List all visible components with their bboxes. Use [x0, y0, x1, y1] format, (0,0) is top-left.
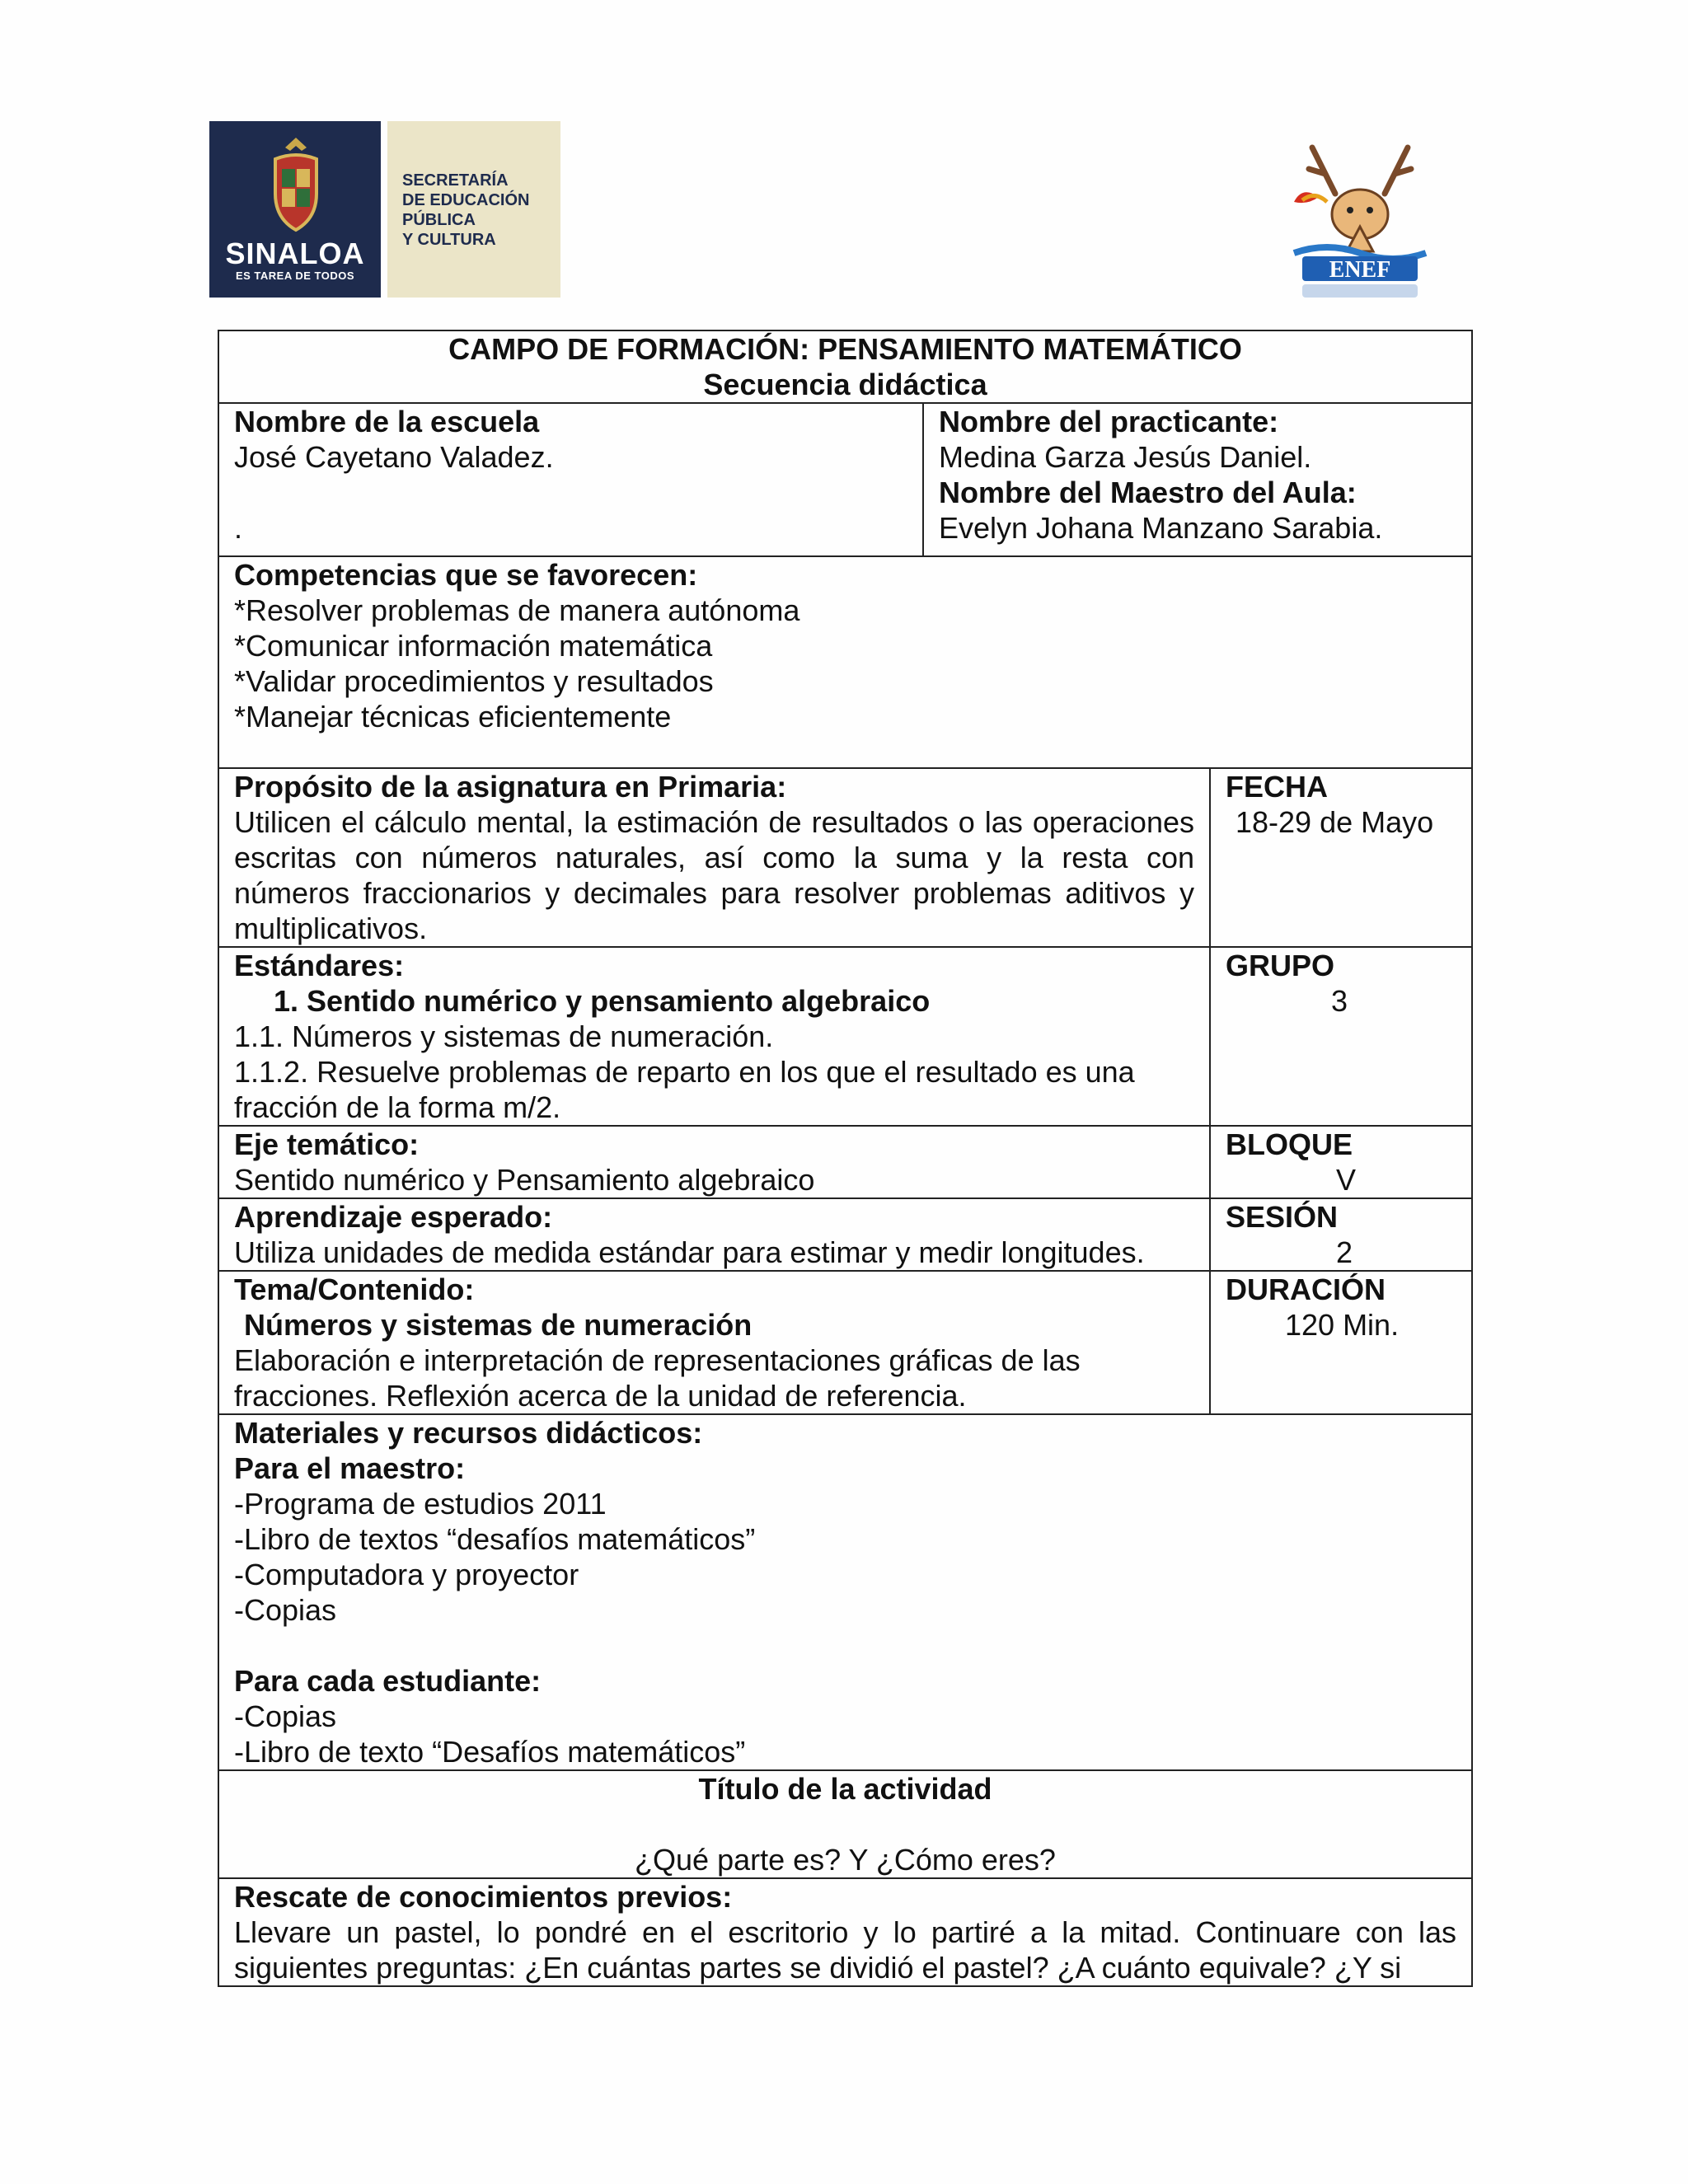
tema-cell: [218, 1271, 1210, 1414]
grupo-label: GRUPO: [1226, 949, 1335, 982]
bloque-cell: [1210, 1126, 1472, 1198]
sinaloa-logo-panel: [209, 121, 381, 298]
eje-value: Sentido numérico y Pensamiento algebraico: [234, 1163, 815, 1197]
competencia-item: *Manejar técnicas eficientemente: [234, 700, 672, 733]
duracion-label: DURACIÓN: [1226, 1272, 1386, 1306]
enef-logo: [1269, 136, 1451, 301]
practicante-cell: [923, 403, 1472, 556]
materiales-row: [218, 1414, 1472, 1770]
form-title: CAMPO DE FORMACIÓN: PENSAMIENTO MATEMÁTICO: [448, 332, 1242, 366]
enef-wordmark: ENEF: [1329, 257, 1391, 283]
tema-value: Elaboración e interpretación de representaciones gráficas de las fracciones. Reflexión acerca de la unidad de referencia.: [234, 1343, 1081, 1413]
header-row: [218, 330, 1472, 403]
aprendizaje-row: [218, 1198, 1472, 1271]
school-dot: .: [234, 511, 243, 545]
aprendizaje-cell: [218, 1198, 1210, 1271]
competencia-item: *Resolver problemas de manera autónoma: [234, 593, 800, 627]
actividad-row: [218, 1770, 1472, 1878]
secretaria-line: PÚBLICA: [402, 211, 476, 229]
para-maestro-label: Para el maestro:: [234, 1451, 466, 1485]
rescate-label: Rescate de conocimientos previos:: [234, 1880, 733, 1914]
duracion-cell: [1210, 1271, 1472, 1414]
practicante-value: Medina Garza Jesús Daniel.: [939, 440, 1312, 474]
eje-label: Eje temático:: [234, 1127, 420, 1161]
maestro-aula-label: Nombre del Maestro del Aula:: [939, 476, 1357, 509]
sesion-cell: [1210, 1198, 1472, 1271]
competencias-cell: [218, 556, 1472, 768]
aprendizaje-value: Utiliza unidades de medida estándar para estimar y medir longitudes.: [234, 1235, 1145, 1269]
school-cell: [218, 403, 923, 556]
sinaloa-slogan: ES TAREA DE TODOS: [235, 269, 355, 282]
estandares-label: Estándares:: [234, 949, 405, 982]
practicante-label: Nombre del practicante:: [939, 405, 1279, 438]
rescate-cell: [218, 1878, 1472, 1986]
grupo-cell: [1210, 947, 1472, 1126]
bloque-label: BLOQUE: [1226, 1127, 1353, 1161]
secretaria-text: [402, 171, 529, 250]
bloque-value: V: [1336, 1163, 1357, 1197]
estandares-row: [218, 947, 1472, 1126]
competencia-item: *Validar procedimientos y resultados: [234, 664, 714, 698]
secretaria-panel: [387, 121, 560, 298]
proposito-text: Utilicen el cálculo mental, la estimación de resultados o las operaciones escritas con números naturales, así como la suma y la resta con números fraccionarios y decimales para resolver problemas aditivos y multiplicativos.: [234, 805, 1194, 945]
secretaria-line: SECRETARÍA: [402, 171, 509, 190]
material-item: -Libro de textos “desafíos matemáticos”: [234, 1522, 756, 1556]
eje-row: [218, 1126, 1472, 1198]
material-item: -Computadora y proyector: [234, 1558, 579, 1591]
secretaria-line: DE EDUCACIÓN: [402, 191, 530, 209]
sinaloa-sepyc-logo: [209, 121, 560, 298]
fecha-label: FECHA: [1226, 770, 1328, 804]
actividad-title: ¿Qué parte es? Y ¿Cómo eres?: [635, 1843, 1056, 1877]
proposito-row: [218, 768, 1472, 947]
school-label: Nombre de la escuela: [234, 405, 540, 438]
deer-antlers-icon: [1309, 148, 1411, 194]
proposito-label: Propósito de la asignatura en Primaria:: [234, 770, 787, 804]
sesion-label: SESIÓN: [1226, 1200, 1339, 1234]
proposito-cell: [218, 768, 1210, 947]
tema-subtitle: Números y sistemas de numeración: [244, 1308, 753, 1342]
actividad-label: Título de la actividad: [698, 1772, 992, 1806]
competencia-item: *Comunicar información matemática: [234, 629, 713, 663]
materiales-cell: [218, 1414, 1472, 1770]
school-value: José Cayetano Valadez.: [234, 440, 554, 474]
grupo-value: 3: [1331, 984, 1348, 1018]
maestro-aula-value: Evelyn Johana Manzano Sarabia.: [939, 511, 1383, 545]
form-subtitle: Secuencia didáctica: [703, 368, 987, 401]
sesion-value: 2: [1336, 1235, 1353, 1269]
tema-label: Tema/Contenido:: [234, 1272, 475, 1306]
estandar-line: 1.1.2. Resuelve problemas de reparto en los que el resultado es una fracción de la forma m/2.: [234, 1055, 1135, 1124]
material-item: -Libro de texto “Desafíos matemáticos”: [234, 1735, 746, 1769]
names-row: [218, 403, 1472, 556]
fecha-value: 18-29 de Mayo: [1236, 805, 1434, 839]
coat-of-arms-icon: [259, 136, 333, 235]
material-item: -Copias: [234, 1699, 337, 1733]
actividad-cell: [218, 1770, 1472, 1878]
material-item: -Programa de estudios 2011: [234, 1487, 607, 1521]
competencias-label: Competencias que se favorecen:: [234, 558, 698, 592]
sinaloa-wordmark: SINALOA: [225, 237, 365, 270]
secuencia-didactica-table: [218, 330, 1473, 1987]
header-cell: [218, 330, 1472, 403]
para-estudiante-label: Para cada estudiante:: [234, 1664, 542, 1698]
estandar-item: 1. Sentido numérico y pensamiento algebraico: [274, 984, 931, 1018]
estandar-line: 1.1. Números y sistemas de numeración.: [234, 1019, 774, 1053]
estandares-cell: [218, 947, 1210, 1126]
materiales-label: Materiales y recursos didácticos:: [234, 1416, 703, 1450]
aprendizaje-label: Aprendizaje esperado:: [234, 1200, 553, 1234]
tema-row: [218, 1271, 1472, 1414]
rescate-row: [218, 1878, 1472, 1986]
competencias-row: [218, 556, 1472, 768]
fecha-cell: [1210, 768, 1472, 947]
rescate-text: Llevare un pastel, lo pondré en el escritorio y lo partiré a la mitad. Continuare con las siguientes preguntas: ¿En cuántas partes se dividió el pastel? ¿A cuánto equivale? ¿Y si: [234, 1915, 1457, 1985]
duracion-value: 120 Min.: [1285, 1308, 1400, 1342]
secretaria-line: Y CULTURA: [402, 231, 496, 249]
material-item: -Copias: [234, 1593, 337, 1627]
eje-cell: [218, 1126, 1210, 1198]
